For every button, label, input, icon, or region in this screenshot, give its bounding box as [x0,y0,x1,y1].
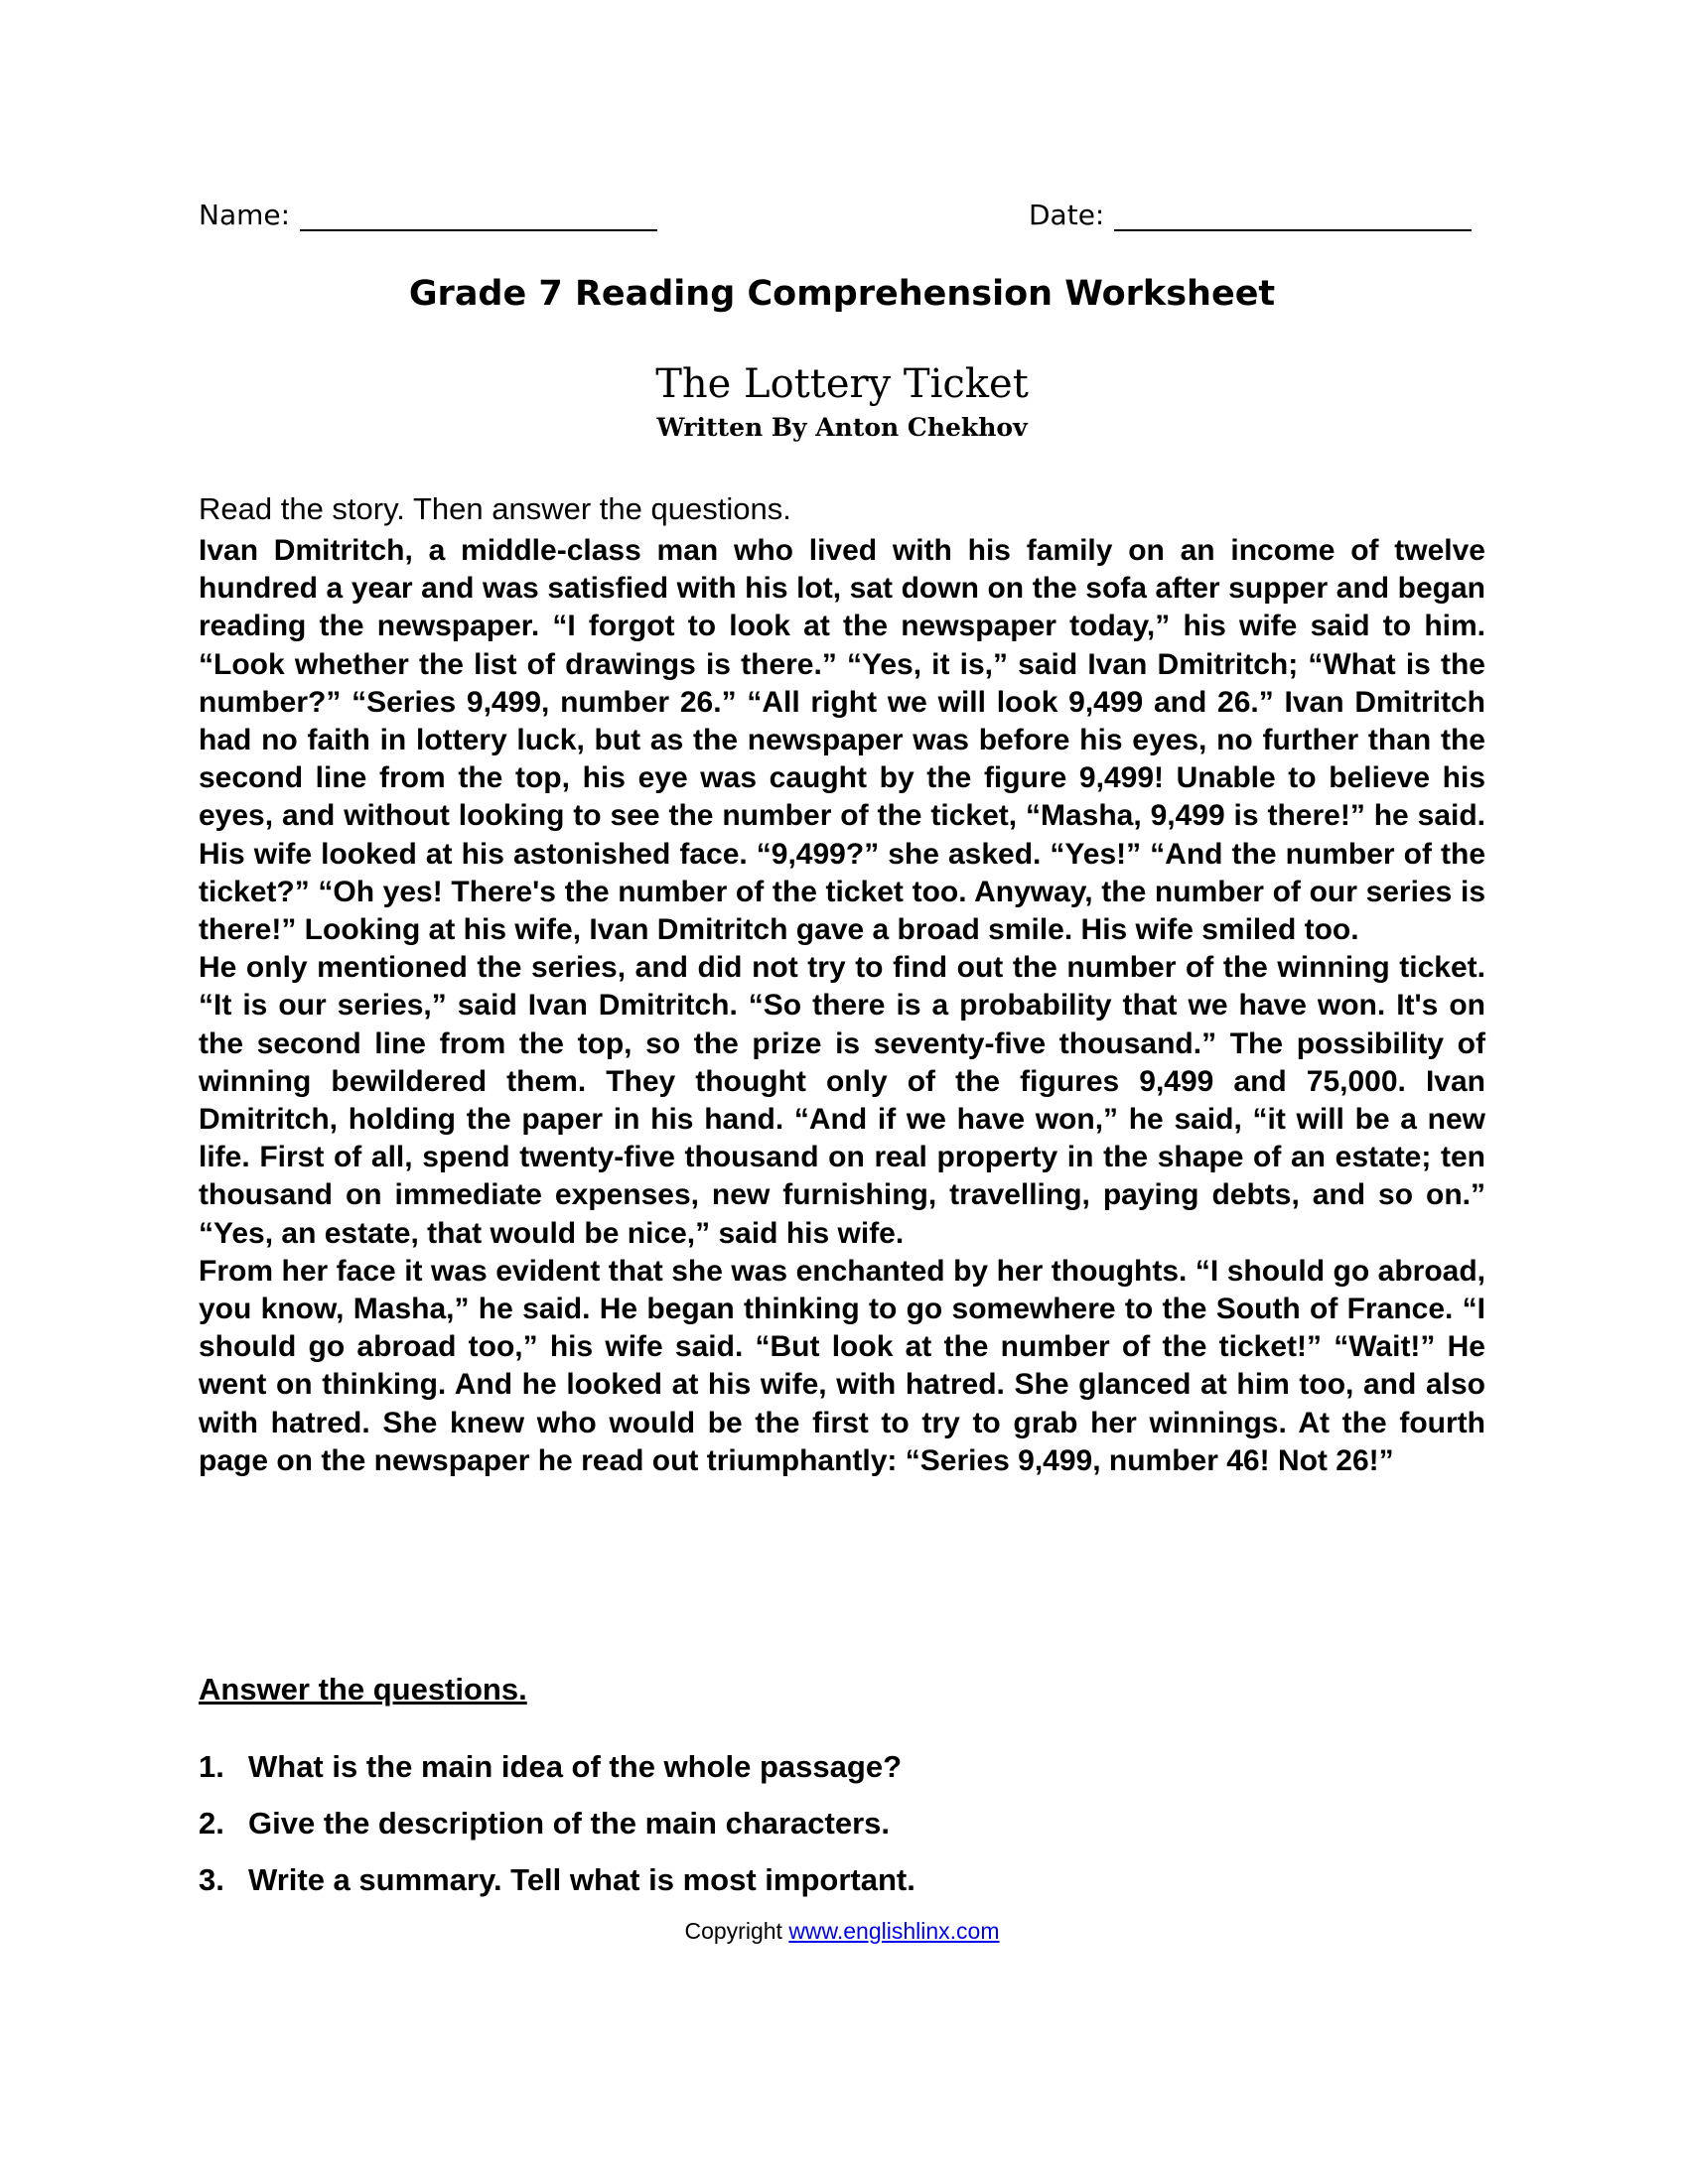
answer-heading: Answer the questions. [199,1672,527,1706]
question-text: Give the description of the main characters. [248,1806,891,1841]
story-paragraph: From her face it was evident that she was enchanted by her thoughts. “I should go abroad, you know, Masha,” he said. He began thinking to go somewhere to the South of France. “I should go abroad too,” his wife said. “But look at the number of the ticket!” “Wait!” He went on thinking. And he looked at his wife, with hatred. She glanced at him too, and also with hatred. She knew who would be the first to try to grab her winnings. At the fourth page on the newspaper he read out triumphantly: “Series 9,499, number 46! Not 26!” [199,1254,1485,1477]
story-paragraph: Ivan Dmitritch, a middle-class man who lived with his family on an income of twelve hundred a year and was satisfied with his lot, sat down on the sofa after supper and began reading the newspaper. “I forgot to look at the newspaper today,” his wife said to him. “Look whether the list of drawings is there.” “Yes, it is,” said Ivan Dmitritch; “What is the number?” “Series 9,499, number 26.” “All right we will look 9,499 and 26.” Ivan Dmitritch had no faith in lottery luck, but as the newspaper was before his eyes, no further than the second line from the top, his eye was caught by the figure 9,499! Unable to believe his eyes, and without looking to see the number of the ticket, “Masha, 9,499 is there!” he said. His wife looked at his astonished face. “9,499?” she asked. “Yes!” “And the number of the ticket?” “Oh yes! There's the number of the ticket too. Anyway, the number of our series is there!” Looking at his wife, Ivan Dmitritch gave a broad smile. His wife smiled too. [199,534,1485,947]
question-number: 1. [199,1749,224,1784]
question-number: 2. [199,1806,224,1841]
name-label: Name: [199,199,291,231]
story-paragraph: He only mentioned the series, and did not try to find out the number of the winning ticket. “It is our series,” said Ivan Dmitritch. “So there is a probability that we have won. It's on the second line from the top, so the prize is seventy-five thousand.” The possibility of winning bewildered them. They thought only of the figures 9,499 and 75,000. Ivan Dmitritch, holding the paper in his hand. “And if we have won,” he said, “it will be a new life. First of all, spend twenty-five thousand on real property in the shape of an estate; ten thousand on immediate expenses, new furnishing, travelling, paying debts, and so on.” “Yes, an estate, that would be nice,” said his wife. [199,951,1485,1250]
worksheet-title: Grade 7 Reading Comprehension Worksheet [408,274,1276,314]
englishlinx-link[interactable]: www.englishlinx.com [788,1918,1000,1944]
instructions: Read the story. Then answer the questions. [199,491,791,526]
question-text: What is the main idea of the whole passage? [248,1749,903,1784]
question-number: 3. [199,1862,224,1897]
date-label: Date: [1029,199,1105,231]
question-item [199,1749,1485,1806]
question-item [199,1862,1485,1919]
copyright-footer [199,1918,1485,1945]
name-blank-line[interactable] [300,200,657,231]
date-field [1029,199,1472,231]
author-byline: Written By Anton Chekhov [656,413,1028,442]
name-field [199,199,657,231]
story-text [199,532,1485,1480]
story-title: The Lottery Ticket [655,361,1029,407]
question-list [199,1749,1485,1919]
name-date-row [199,199,1485,242]
date-blank-line[interactable] [1114,200,1472,231]
copyright-label: Copyright [684,1918,782,1944]
worksheet-page [199,0,1485,2184]
question-text: Write a summary. Tell what is most important. [248,1862,915,1897]
question-item [199,1806,1485,1862]
